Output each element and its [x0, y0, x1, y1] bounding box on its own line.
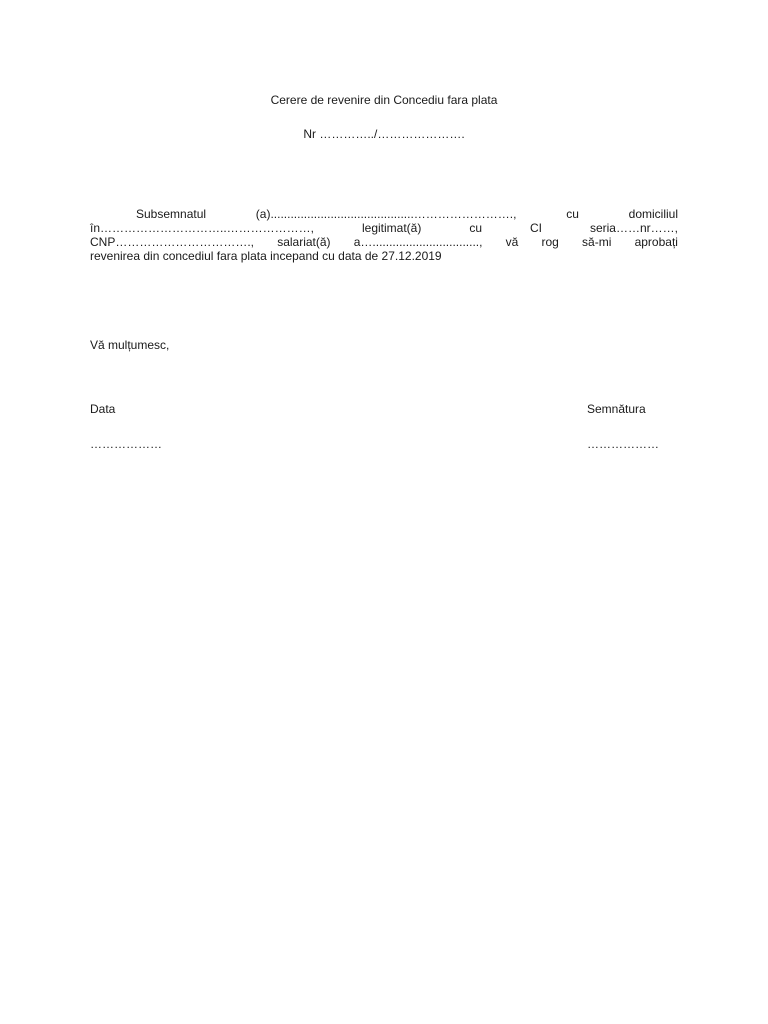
paragraph-word: CI [529, 221, 542, 235]
request-body-paragraph [90, 207, 678, 263]
date-field-placeholder: ……………… [90, 437, 162, 451]
signature-field-placeholder: ……………… [587, 437, 659, 451]
date-label: Data [90, 402, 116, 416]
signature-label: Semnătura [587, 402, 646, 416]
paragraph-word: rog [541, 235, 559, 249]
paragraph-word: a…................................, [353, 235, 483, 249]
paragraph-word: în…………………………..…………………, [90, 221, 315, 235]
paragraph-word: (a)...........................................……………………., [255, 207, 517, 221]
paragraph-word: Subsemnatul [136, 207, 207, 221]
paragraph-line-1 [90, 207, 678, 221]
paragraph-word: aprobați [634, 235, 678, 249]
paragraph-word: cu [566, 207, 579, 221]
paragraph-word: salariat(ă) [277, 235, 331, 249]
paragraph-word: legitimat(ă) [361, 221, 422, 235]
registration-number-line: Nr …………../…………………. [303, 127, 465, 141]
paragraph-line-3 [90, 235, 678, 249]
paragraph-line-2 [90, 221, 678, 235]
document-title: Cerere de revenire din Concediu fara plata [270, 93, 498, 107]
paragraph-word: domiciliul [628, 207, 678, 221]
paragraph-word: seria……nr……, [589, 221, 678, 235]
closing-thanks: Vă mulțumesc, [90, 338, 170, 352]
paragraph-word: să-mi [582, 235, 612, 249]
paragraph-word: CNP……………………………., [90, 235, 255, 249]
paragraph-word: vă [505, 235, 519, 249]
paragraph-word: cu [469, 221, 482, 235]
paragraph-line-4: revenirea din concediul fara plata incepand cu data de 27.12.2019 [90, 249, 442, 263]
